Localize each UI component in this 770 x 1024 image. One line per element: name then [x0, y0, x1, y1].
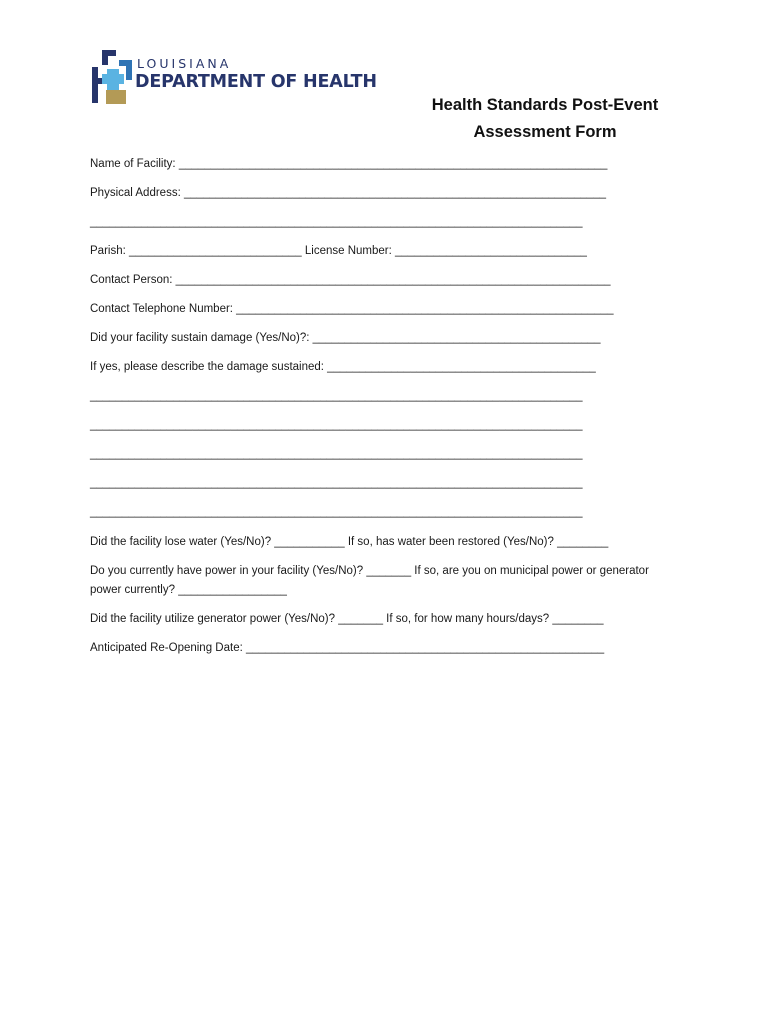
address-line-2-field[interactable]: _____________________________________________________________________________ [90, 216, 583, 228]
damage-blank-line-1[interactable]: _____________________________________________________________________________ [90, 390, 583, 402]
form-title-line-2: Assessment Form [473, 123, 617, 141]
physical-address-field[interactable]: Physical Address: __________________________________________________________________ [90, 187, 607, 199]
generator-question-field[interactable]: Did the facility utilize generator power (Yes/No)? _______ If so, for how many hours/days? ________ [90, 613, 604, 625]
reopening-date-field[interactable]: Anticipated Re-Opening Date: ________________________________________________________ [90, 642, 605, 654]
damage-blank-line-2[interactable]: _____________________________________________________________________________ [90, 419, 583, 431]
logo-department-text: DEPARTMENT OF HEALTH [135, 72, 377, 92]
ldh-cross-logo-mark [92, 50, 132, 106]
damage-question-field[interactable]: Did your facility sustain damage (Yes/No)?: _____________________________________________ [90, 332, 601, 344]
damage-blank-line-3[interactable]: _____________________________________________________________________________ [90, 448, 583, 460]
form-title [400, 92, 690, 146]
damage-description-field[interactable]: If yes, please describe the damage sustained: __________________________________________ [90, 361, 596, 373]
logo-state-text: LOUISIANA [137, 56, 232, 71]
parish-license-field[interactable]: Parish: ___________________________ License Number: ______________________________ [90, 245, 587, 257]
ldh-logo [92, 50, 377, 106]
form-title-line-1: Health Standards Post-Event [431, 96, 659, 114]
contact-person-field[interactable]: Contact Person: ____________________________________________________________________ [90, 274, 611, 286]
contact-phone-field[interactable]: Contact Telephone Number: ___________________________________________________________ [90, 303, 614, 315]
damage-blank-line-4[interactable]: _____________________________________________________________________________ [90, 477, 583, 489]
power-question-field[interactable]: Do you currently have power in your facility (Yes/No)? _______ If so, are you on municipal power or generator power currently? _________________ [90, 565, 649, 596]
damage-blank-line-5[interactable]: _____________________________________________________________________________ [90, 506, 583, 518]
water-question-field[interactable]: Did the facility lose water (Yes/No)? ___________ If so, has water been restored (Yes/No)? ________ [90, 536, 609, 548]
facility-name-field[interactable]: Name of Facility: ___________________________________________________________________ [90, 158, 608, 170]
